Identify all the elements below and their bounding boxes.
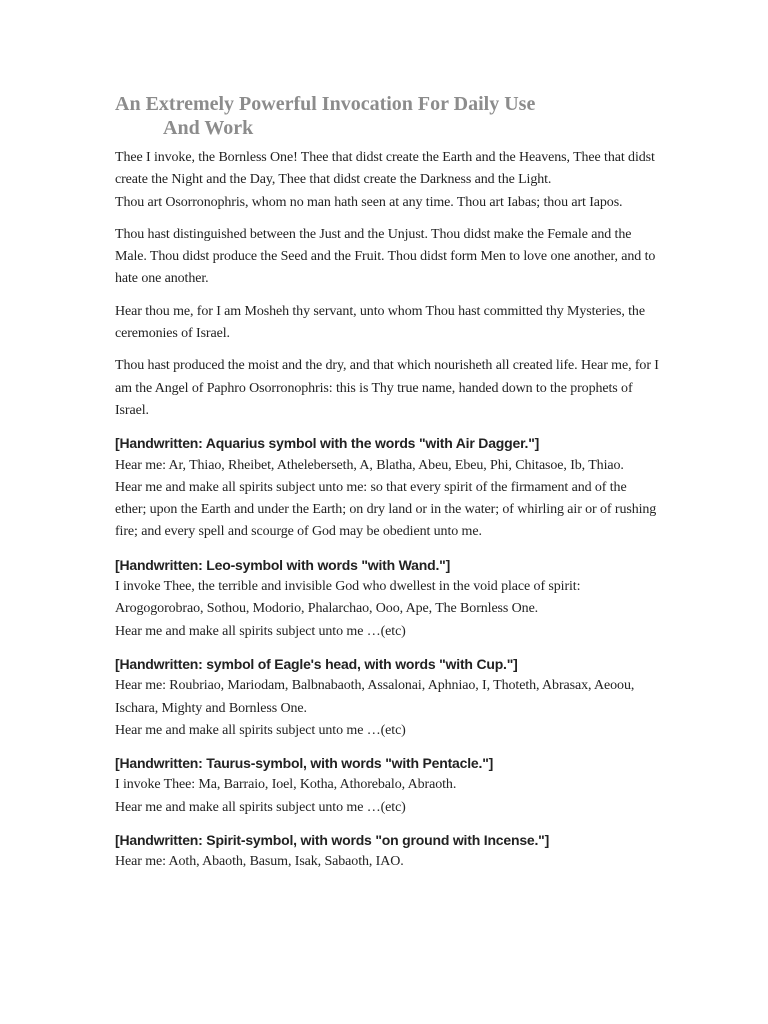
section-heading-spirit: [Handwritten: Spirit-symbol, with words "on ground with Incense."]	[115, 832, 550, 849]
section-line: I invoke Thee: Ma, Barraio, Ioel, Kotha, Athorebalo, Abraoth.	[115, 777, 457, 793]
section-leo	[115, 554, 660, 643]
paragraph-mosheh: Hear thou me, for I am Mosheh thy servant, unto whom Thou hast committed thy Mysteries, the ceremonies of Israel.	[115, 303, 645, 342]
paragraph-osorronophris: Thou art Osorronophris, whom no man hath seen at any time. Thou art Iabas; thou art Iapos.	[115, 194, 623, 210]
section-aquarius	[115, 432, 660, 543]
opening-block	[115, 147, 660, 214]
section-heading-eagle: [Handwritten: symbol of Eagle's head, with words "with Cup."]	[115, 655, 518, 672]
section-heading-taurus: [Handwritten: Taurus-symbol, with words "with Pentacle."]	[115, 755, 494, 772]
paragraph-invocation: Thee I invoke, the Bornless One! Thee that didst create the Earth and the Heavens, Thee that didst create the Night and the Day, Thee that didst create the Darkness and the Light.	[115, 150, 655, 188]
section-line: Hear me and make all spirits subject unto me …(etc)	[115, 623, 406, 639]
paragraph-moist-dry: Thou hast produced the moist and the dry, and that which nourisheth all created life. Hear me, for I am the Angel of Paphro Osorronophris: this is Thy true name, handed down to the prophets of Israel.	[115, 358, 659, 418]
page-title	[115, 92, 660, 140]
title-line-1: An Extremely Powerful Invocation For Daily Use	[115, 93, 536, 115]
section-line: Hear me: Roubriao, Mariodam, Balbnabaoth, Assalonai, Aphniao, I, Thoteth, Abrasax, Aeoou, Ischara, Mighty and Bornless One.	[115, 678, 635, 716]
section-heading-leo: [Handwritten: Leo-symbol with words "with Wand."]	[115, 556, 451, 573]
section-line: Hear me: Ar, Thiao, Rheibet, Atheleberseth, A, Blatha, Abeu, Ebeu, Phi, Chitasoe, Ib, Thiao.	[115, 457, 624, 473]
section-taurus	[115, 752, 660, 819]
section-line: Hear me and make all spirits subject unto me …(etc)	[115, 799, 406, 815]
title-line-2: And Work	[163, 117, 254, 139]
section-line: Hear me: Aoth, Abaoth, Basum, Isak, Sabaoth, IAO.	[115, 854, 404, 870]
paragraph-distinguished: Thou hast distinguished between the Just and the Unjust. Thou didst make the Female and the Male. Thou didst produce the Seed and the Fruit. Thou didst form Men to love one another, and to hate one another.	[115, 226, 656, 287]
section-line: I invoke Thee, the terrible and invisible God who dwellest in the void place of spirit: Arogogorobrao, Sothou, Modorio, Phalarchao, Ooo, Ape, The Bornless One.	[115, 579, 581, 617]
section-spirit	[115, 829, 660, 874]
section-line: Hear me and make all spirits subject unto me: so that every spirit of the firmament and of the ether; upon the Earth and under the Earth; on dry land or in the water; of whirling air or of rushing fire; and every spell and scourge of God may be obedient unto me.	[115, 479, 657, 540]
section-eagle	[115, 653, 660, 742]
section-line: Hear me and make all spirits subject unto me …(etc)	[115, 722, 406, 738]
section-heading-aquarius: [Handwritten: Aquarius symbol with the words "with Air Dagger."]	[115, 435, 540, 452]
document-body	[115, 92, 660, 884]
